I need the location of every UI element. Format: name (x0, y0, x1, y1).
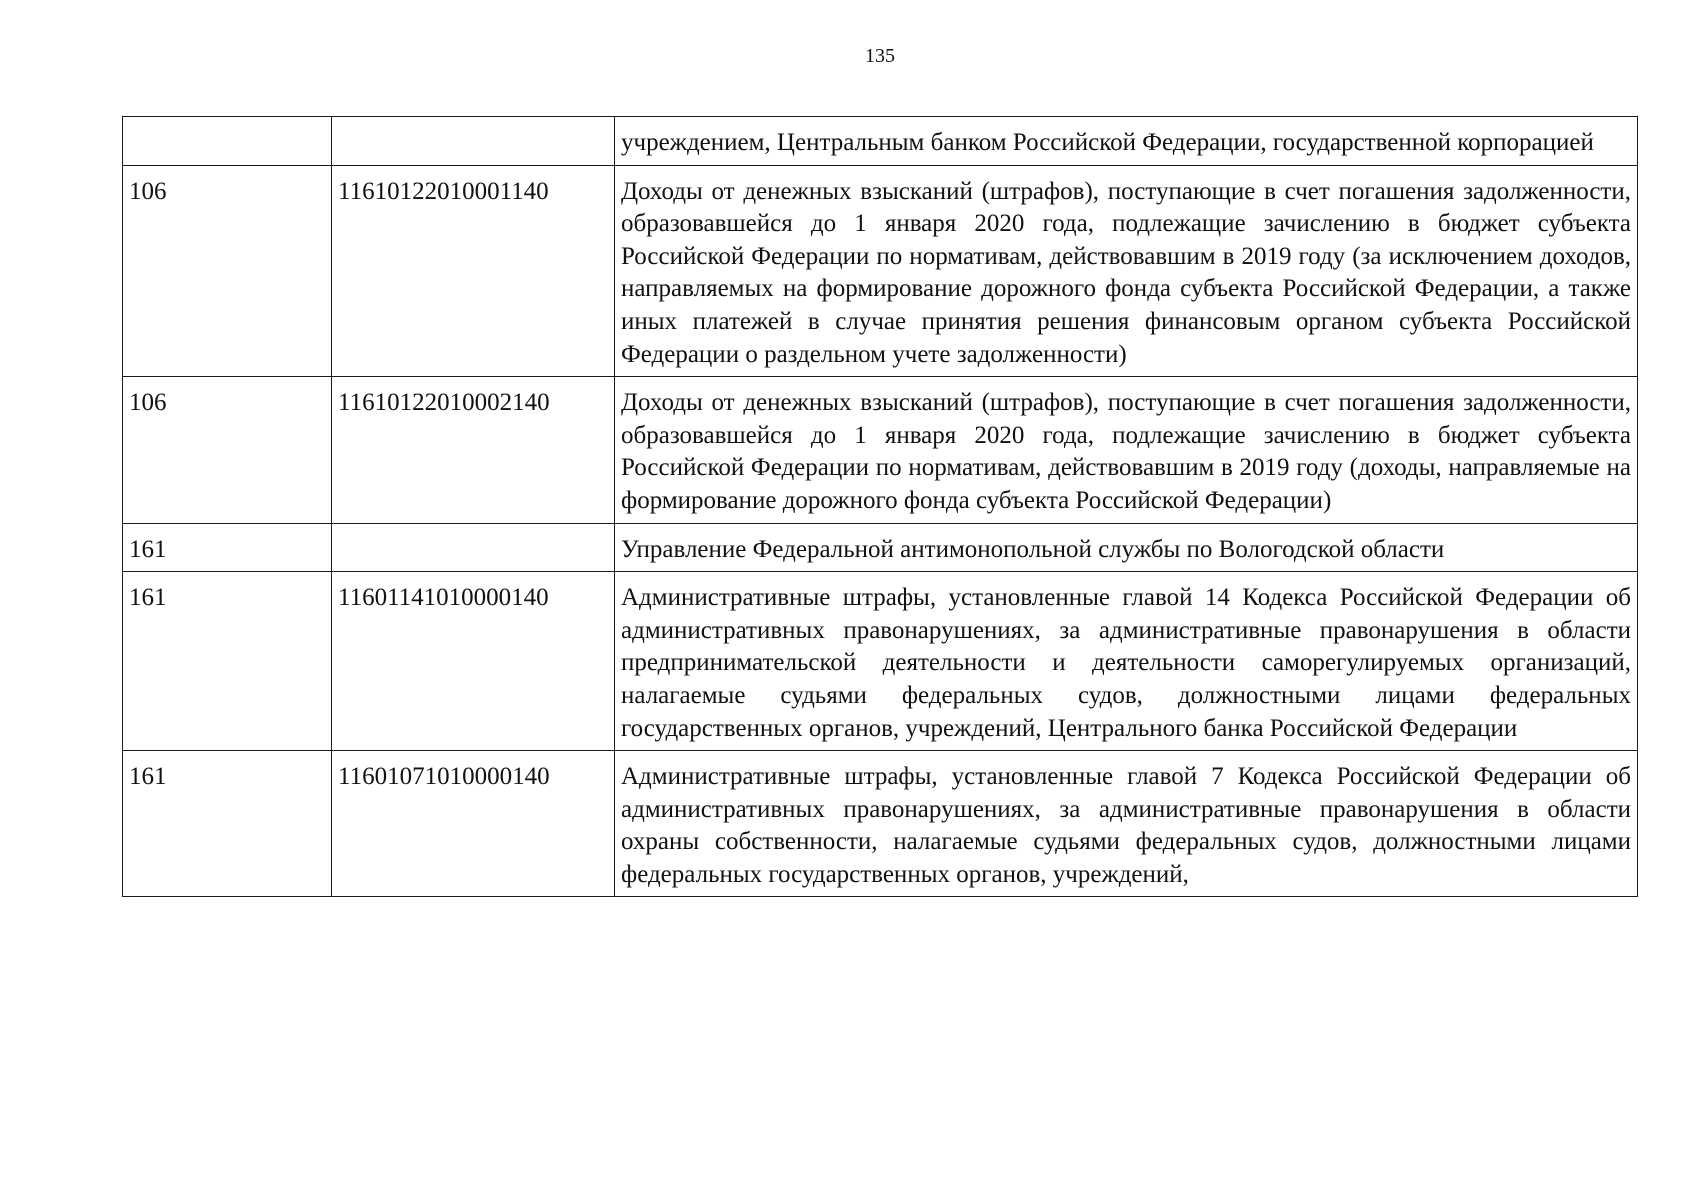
admin-code-cell: 106 (123, 165, 332, 377)
revenue-description-cell (615, 523, 1638, 572)
revenue-description-text: Административные штрафы, установленные главой 7 Кодекса Российской Федерации об административных правонарушениях, за административные правонарушения в области охраны собственности, налагаемые судьями федеральных судов, должностными лицами федеральных государственных органов, учреждений, (621, 763, 1631, 888)
table-row (123, 165, 1638, 377)
revenue-code-cell: 11610122010001140 (332, 165, 615, 377)
admin-code-cell: 106 (123, 377, 332, 523)
revenue-description-text: Административные штрафы, установленные главой 14 Кодекса Российской Федерации об административных правонарушениях, за административные правонарушения в области предпринимательской деятельности и деятельности саморегулируемых организаций, налагаемые судьями федеральных судов, должностными лицами федеральных государственных органов, учреждений, Центрального банка Российской Федерации (621, 584, 1631, 742)
page-number: 135 (865, 45, 895, 67)
table-row (123, 751, 1638, 897)
revenue-description-cell (615, 751, 1638, 897)
revenue-code-cell: 11610122010002140 (332, 377, 615, 523)
revenue-description-text: Доходы от денежных взысканий (штрафов), поступающие в счет погашения задолженности, образовавшейся до 1 января 2020 года, подлежащие зачислению в бюджет субъекта Российской Федерации по нормативам, действовавшим в 2019 году (доходы, направляемые на формирование дорожного фонда субъекта Российской Федерации) (621, 389, 1631, 514)
revenue-code-cell (332, 523, 615, 572)
admin-code-cell (123, 117, 332, 166)
table-row (123, 523, 1638, 572)
admin-code-cell: 161 (123, 751, 332, 897)
admin-code-cell: 161 (123, 572, 332, 751)
revenue-description-cell (615, 165, 1638, 377)
table-row (123, 377, 1638, 523)
admin-code-cell: 161 (123, 523, 332, 572)
revenue-description-cell (615, 572, 1638, 751)
budget-revenue-table (122, 116, 1638, 897)
table-row (123, 572, 1638, 751)
revenue-description-text: Доходы от денежных взысканий (штрафов), поступающие в счет погашения задолженности, образовавшейся до 1 января 2020 года, подлежащие зачислению в бюджет субъекта Российской Федерации по нормативам, действовавшим в 2019 году (за исключением доходов, направляемых на формирование дорожного фонда субъекта Российской Федерации, а также иных платежей в случае принятия решения финансовым органом субъекта Российской Федерации о раздельном учете задолженности) (621, 177, 1631, 368)
revenue-description-cell (615, 377, 1638, 523)
revenue-code-cell: 11601141010000140 (332, 572, 615, 751)
table-row (123, 117, 1638, 166)
revenue-description-text: учреждением, Центральным банком Российской Федерации, государственной корпорацией (621, 129, 1594, 156)
revenue-code-cell (332, 117, 615, 166)
revenue-description-cell (615, 117, 1638, 166)
revenue-code-cell: 11601071010000140 (332, 751, 615, 897)
revenue-description-text: Управление Федеральной антимонопольной службы по Вологодской области (621, 535, 1445, 563)
